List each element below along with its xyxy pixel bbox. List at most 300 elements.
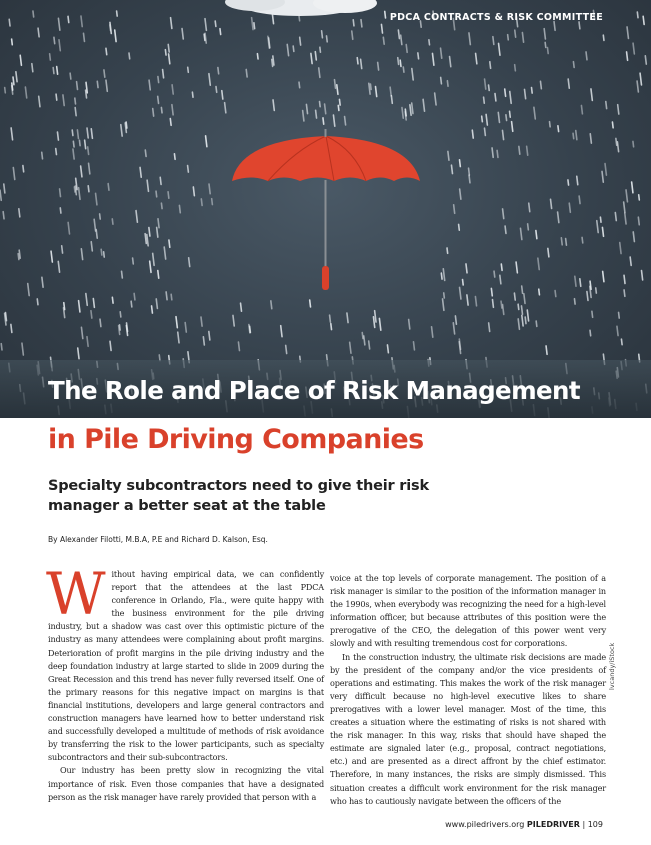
raindrop <box>96 230 97 239</box>
raindrop <box>522 286 523 293</box>
raindrop <box>617 326 618 335</box>
raindrop <box>145 150 146 156</box>
raindrop <box>91 311 92 318</box>
raindrop <box>493 300 494 308</box>
raindrop <box>77 130 78 139</box>
raindrop <box>447 248 448 253</box>
raindrop <box>79 140 80 145</box>
body-paragraph: In the construction industry, the ultimate risk decisions are made by the president of the company and/or the vice presidents of operations and estimating. This makes the work of the risk manager very difficult because no high-level executive likes to share prerogatives with a lower level manager. Most of the time, this creates a situation where the estimating of risks is not shared with the risk manager. In this way, risks that should have shaped the estimate are signaled later (e.g., proposal, contract negotiations, etc.) and are presented as a direct affront by the chief estimator. Therefore, in many instances, the risks are simply dismissed. This situation creates a difficult work environment for the risk manager who has to cautiously navigate between the officers of the <box>330 651 606 806</box>
raindrop <box>555 291 556 297</box>
raindrop <box>418 53 419 59</box>
raindrop <box>412 69 413 80</box>
raindrop <box>495 94 496 101</box>
raindrop <box>272 59 273 66</box>
raindrop <box>400 60 401 66</box>
raindrop <box>83 33 84 41</box>
raindrop <box>320 102 321 107</box>
raindrop <box>241 303 242 311</box>
raindrop <box>172 85 173 94</box>
raindrop <box>73 141 74 147</box>
raindrop <box>450 57 451 67</box>
drop-cap: W <box>46 560 106 628</box>
raindrop <box>87 128 88 138</box>
raindrop <box>81 166 82 177</box>
raindrop <box>364 336 365 345</box>
raindrop <box>637 81 638 92</box>
raindrop <box>252 18 253 30</box>
raindrop <box>521 306 522 314</box>
raindrop <box>398 58 399 65</box>
raindrop <box>104 252 105 257</box>
raindrop <box>25 87 26 98</box>
raindrop <box>630 257 631 265</box>
raindrop <box>423 99 424 111</box>
raindrop <box>536 231 537 239</box>
raindrop <box>171 294 172 299</box>
raindrop <box>484 128 485 135</box>
raindrop <box>166 292 167 300</box>
raindrop <box>463 280 464 285</box>
raindrop <box>492 148 493 157</box>
raindrop <box>561 238 562 245</box>
raindrop <box>54 37 55 43</box>
raindrop <box>42 277 43 287</box>
raindrop <box>136 211 137 223</box>
raindrop <box>56 149 57 155</box>
raindrop <box>406 45 407 53</box>
raindrop <box>381 24 382 33</box>
raindrop <box>518 304 519 309</box>
raindrop <box>454 205 455 214</box>
raindrop <box>506 115 507 121</box>
raindrop <box>50 54 51 60</box>
raindrop <box>621 339 622 345</box>
raindrop <box>558 126 559 132</box>
raindrop <box>37 299 38 305</box>
raindrop <box>515 65 516 71</box>
raindrop <box>112 297 113 303</box>
raindrop <box>172 105 173 115</box>
body-column-left <box>46 560 324 804</box>
raindrop <box>573 133 574 138</box>
raindrop <box>398 30 399 38</box>
raindrop <box>602 227 603 236</box>
raindrop <box>257 54 258 59</box>
footer-separator: | <box>582 820 586 829</box>
raindrop <box>441 77 442 83</box>
raindrop <box>60 189 61 197</box>
raindrop <box>72 130 73 135</box>
raindrop <box>528 224 529 230</box>
raindrop <box>378 62 379 70</box>
raindrop <box>246 69 247 77</box>
raindrop <box>626 190 627 202</box>
page-footer <box>445 820 603 829</box>
raindrop <box>469 168 470 175</box>
raindrop <box>502 130 503 139</box>
raindrop <box>472 130 473 138</box>
raindrop <box>165 50 166 55</box>
raindrop <box>178 332 179 343</box>
raindrop <box>637 12 638 18</box>
raindrop <box>11 128 12 140</box>
raindrop <box>1 344 2 350</box>
raindrop <box>524 294 525 304</box>
raindrop <box>169 240 170 247</box>
photo-credit: lvcandy/iStock <box>608 642 616 690</box>
raindrop <box>412 103 413 114</box>
raindrop <box>361 20 362 27</box>
raindrop <box>429 40 430 45</box>
raindrop <box>573 62 574 68</box>
raindrop <box>108 184 109 191</box>
raindrop <box>642 271 643 280</box>
raindrop <box>206 136 207 147</box>
raindrop <box>469 33 470 45</box>
raindrop <box>42 152 43 159</box>
raindrop <box>568 79 569 88</box>
raindrop <box>525 89 526 98</box>
raindrop <box>161 107 162 112</box>
raindrop <box>218 67 219 73</box>
raindrop <box>182 29 183 39</box>
raindrop <box>633 232 634 242</box>
raindrop <box>147 180 148 191</box>
raindrop <box>617 142 618 152</box>
raindrop <box>220 29 221 35</box>
raindrop <box>376 87 377 97</box>
raindrop <box>444 293 445 298</box>
raindrop <box>311 53 312 63</box>
raindrop <box>77 82 78 90</box>
raindrop <box>19 209 20 217</box>
raindrop <box>551 199 552 208</box>
raindrop <box>287 44 288 55</box>
raindrop <box>370 84 371 89</box>
raindrop <box>5 88 6 93</box>
raindrop <box>591 89 592 101</box>
raindrop <box>497 150 498 157</box>
raindrop <box>489 323 490 332</box>
raindrop <box>149 228 150 237</box>
raindrop <box>602 171 603 182</box>
raindrop <box>100 319 101 326</box>
website-link[interactable]: www.piledrivers.org <box>445 820 525 829</box>
raindrop <box>81 327 82 338</box>
raindrop <box>158 270 159 278</box>
raindrop <box>215 21 216 26</box>
raindrop <box>501 264 502 270</box>
raindrop <box>3 212 4 219</box>
raindrop <box>129 53 130 59</box>
raindrop <box>189 258 190 267</box>
raindrop <box>88 147 89 154</box>
raindrop <box>97 81 98 87</box>
raindrop <box>596 288 597 293</box>
raindrop <box>460 160 461 167</box>
raindrop <box>22 343 23 355</box>
raindrop <box>158 96 159 103</box>
raindrop <box>379 318 380 330</box>
paragraph-text: ithout having empirical data, we can confidently report that the attendees at the last PDCA conference in Orlando, Fla., were quite happy with the business environment for the pile driving industry, but a shadow was cast over this optimistic picture of the industry as many attendees were complaining about profit margins. Deterioration of profit margins in the pile driving industry and the deep foundation industry at large started to slide in 2009 during the Great Recession and this trend has never fully reversed itself. One of the primary reasons for this negative impact on margins is that financial institutions, developers and large general contractors and construction managers have learned how to better understand risk and successfully developed a multitude of methods of risk avoidance by transferring the risk to the lower participants, such as specialty subcontractors and their sub-subcontractors. <box>48 569 324 763</box>
raindrop <box>633 141 634 146</box>
raindrop <box>618 105 619 114</box>
raindrop <box>89 163 90 174</box>
magazine-name: PILEDRIVER <box>526 820 580 829</box>
raindrop <box>466 264 467 273</box>
raindrop <box>624 202 625 213</box>
raindrop <box>4 184 5 193</box>
raindrop <box>176 317 177 328</box>
raindrop <box>33 11 34 17</box>
raindrop <box>170 119 171 126</box>
raindrop <box>505 226 506 233</box>
body-column-right <box>330 572 606 808</box>
raindrop <box>432 53 433 65</box>
raindrop <box>603 35 604 40</box>
raindrop <box>306 104 307 113</box>
raindrop <box>273 100 274 110</box>
raindrop <box>625 213 626 224</box>
raindrop <box>645 56 646 64</box>
article-byline: By Alexander Filotti, M.B.A, P.E and Richard D. Kalson, Esq. <box>48 535 268 544</box>
raindrop <box>489 85 490 90</box>
raindrop <box>212 199 213 205</box>
raindrop <box>339 99 340 105</box>
raindrop <box>58 261 59 272</box>
raindrop <box>373 317 374 328</box>
raindrop <box>369 341 370 349</box>
raindrop <box>460 189 461 199</box>
raindrop <box>603 271 604 281</box>
raindrop <box>0 190 1 200</box>
raindrop <box>32 64 33 72</box>
raindrop <box>164 247 165 259</box>
raindrop <box>203 337 204 345</box>
raindrop <box>494 271 495 277</box>
raindrop <box>299 82 300 88</box>
raindrop <box>539 289 540 295</box>
raindrop <box>347 313 348 323</box>
raindrop <box>133 258 134 264</box>
rain-umbrella-illustration <box>0 0 651 418</box>
raindrop <box>79 301 80 312</box>
raindrop <box>238 342 239 351</box>
raindrop <box>150 261 151 272</box>
raindrop <box>320 47 321 52</box>
raindrop <box>548 248 549 256</box>
raindrop <box>508 35 509 40</box>
raindrop <box>13 168 14 180</box>
raindrop <box>158 219 159 228</box>
raindrop <box>303 111 304 121</box>
raindrop <box>577 176 578 184</box>
raindrop <box>383 37 384 44</box>
raindrop <box>38 28 39 37</box>
body-paragraph <box>46 560 324 764</box>
raindrop <box>485 79 486 89</box>
raindrop <box>448 151 449 160</box>
raindrop <box>532 88 533 94</box>
raindrop <box>153 109 154 117</box>
raindrop <box>12 39 13 45</box>
raindrop <box>68 222 69 234</box>
raindrop <box>281 326 282 337</box>
raindrop <box>451 165 452 173</box>
raindrop <box>205 19 206 31</box>
article-title-line2: in Pile Driving Companies <box>48 424 424 455</box>
raindrop <box>490 62 491 69</box>
raindrop <box>455 316 456 324</box>
raindrop <box>16 72 17 82</box>
raindrop <box>75 98 76 104</box>
raindrop <box>193 187 194 196</box>
raindrop <box>503 305 504 315</box>
raindrop <box>390 87 391 96</box>
raindrop <box>325 104 326 114</box>
raindrop <box>293 46 294 51</box>
raindrop <box>163 70 164 78</box>
raindrop <box>512 122 513 132</box>
raindrop <box>60 208 61 213</box>
raindrop <box>409 319 410 329</box>
raindrop <box>121 125 122 136</box>
raindrop <box>619 312 620 318</box>
raindrop <box>337 85 338 95</box>
raindrop <box>375 311 376 322</box>
raindrop <box>545 42 546 47</box>
body-paragraph: voice at the top levels of corporate management. The position of a risk manager is similar to the position of the information manager in the 1990s, when everybody was recognizing the need for a high-level information officer, but because attributes of this position were the prerogative of the CEO, the delegation of this power went very slowly and with resulting tremendous cost for corporations. <box>330 573 606 649</box>
raindrop <box>316 110 317 118</box>
raindrop <box>514 293 515 300</box>
raindrop <box>338 105 339 110</box>
raindrop <box>505 89 506 96</box>
raindrop <box>87 337 88 347</box>
raindrop <box>188 67 189 72</box>
raindrop <box>110 341 111 350</box>
raindrop <box>475 297 476 306</box>
raindrop <box>327 36 328 42</box>
raindrop <box>632 182 633 193</box>
raindrop <box>201 199 202 206</box>
raindrop <box>85 140 86 149</box>
raindrop <box>222 91 223 99</box>
raindrop <box>453 323 454 334</box>
raindrop <box>350 342 351 353</box>
raindrop <box>493 37 494 45</box>
raindrop <box>160 177 161 184</box>
section-tag: PDCA CONTRACTS & RISK COMMITTEE <box>389 12 603 23</box>
raindrop <box>158 77 159 83</box>
raindrop <box>216 87 217 93</box>
raindrop <box>81 16 82 27</box>
hero-photo <box>0 0 651 418</box>
raindrop <box>643 16 644 24</box>
raindrop <box>432 327 433 337</box>
umbrella-icon <box>232 129 420 290</box>
article-subtitle: Specialty subcontractors need to give their risk manager a better seat at the table <box>48 478 429 514</box>
raindrop <box>73 149 74 159</box>
raindrop <box>510 91 511 103</box>
raindrop <box>323 118 324 124</box>
raindrop <box>491 288 492 295</box>
raindrop <box>79 188 80 200</box>
raindrop <box>624 290 625 296</box>
raindrop <box>57 67 58 75</box>
raindrop <box>484 97 485 103</box>
raindrop <box>106 48 107 54</box>
raindrop <box>467 295 468 305</box>
raindrop <box>209 74 210 85</box>
raindrop <box>93 299 94 308</box>
raindrop <box>68 16 69 22</box>
raindrop <box>209 331 210 339</box>
raindrop <box>127 323 128 332</box>
raindrop <box>209 184 210 194</box>
raindrop <box>334 80 335 89</box>
raindrop <box>185 323 186 333</box>
raindrop <box>156 191 157 197</box>
raindrop <box>624 275 625 283</box>
raindrop <box>592 311 593 317</box>
raindrop <box>352 31 353 39</box>
raindrop <box>131 301 132 307</box>
raindrop <box>115 30 116 42</box>
raindrop <box>546 346 547 354</box>
raindrop <box>272 15 273 24</box>
raindrop <box>620 243 621 254</box>
raindrop <box>639 195 640 200</box>
raindrop <box>527 310 528 321</box>
raindrop <box>529 203 530 212</box>
raindrop <box>156 299 157 308</box>
raindrop <box>110 22 111 33</box>
raindrop <box>522 315 523 326</box>
raindrop <box>157 227 158 237</box>
raindrop <box>435 93 436 105</box>
raindrop <box>403 67 404 72</box>
raindrop <box>586 52 587 60</box>
raindrop <box>627 27 628 39</box>
raindrop <box>515 30 516 37</box>
raindrop <box>171 18 172 29</box>
raindrop <box>39 96 40 106</box>
raindrop <box>568 180 569 185</box>
raindrop <box>612 122 613 128</box>
raindrop <box>106 80 107 91</box>
raindrop <box>91 242 92 251</box>
raindrop <box>112 219 113 224</box>
raindrop <box>333 115 334 126</box>
raindrop <box>300 37 301 45</box>
raindrop <box>174 154 175 160</box>
raindrop <box>640 73 641 85</box>
raindrop <box>18 254 19 260</box>
raindrop <box>522 33 523 43</box>
raindrop <box>188 166 189 173</box>
raindrop <box>558 212 559 223</box>
raindrop <box>315 52 316 60</box>
raindrop <box>362 333 363 339</box>
raindrop <box>575 276 576 286</box>
raindrop <box>633 43 634 54</box>
raindrop <box>391 96 392 104</box>
raindrop <box>9 19 10 26</box>
raindrop <box>569 203 570 212</box>
raindrop <box>501 301 502 308</box>
raindrop <box>122 271 123 278</box>
raindrop <box>63 95 64 106</box>
